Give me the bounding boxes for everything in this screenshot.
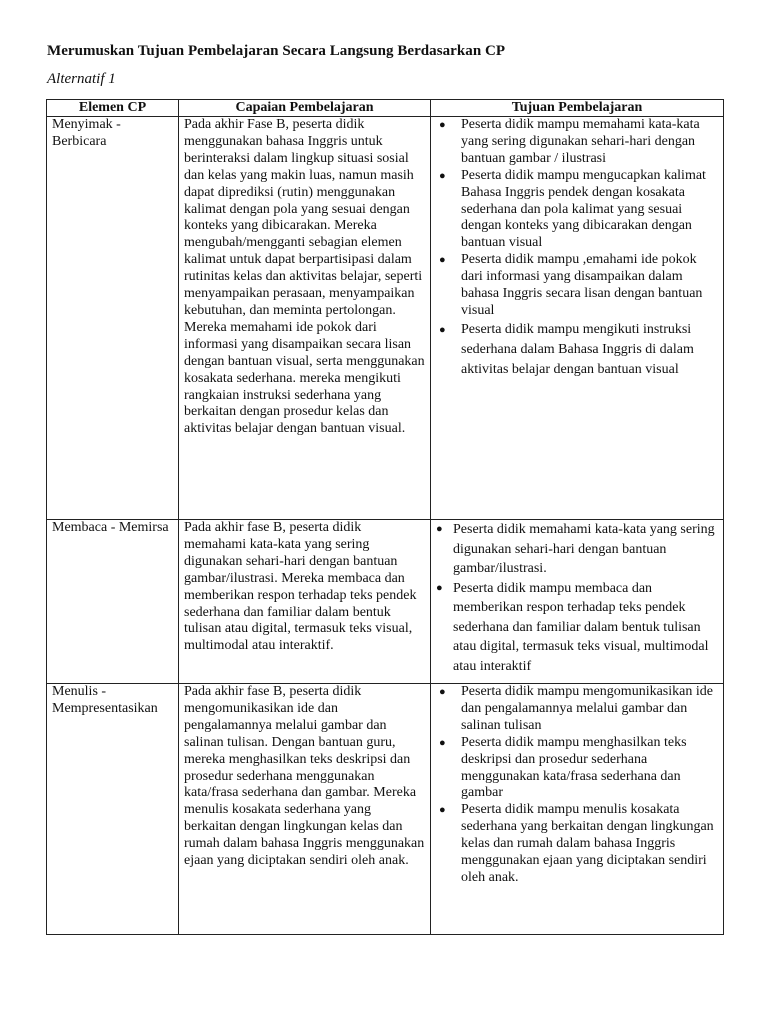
bullet-dot-icon: ●	[436, 523, 443, 535]
bullet-dot-icon: ●	[439, 804, 446, 817]
list-item	[436, 579, 718, 677]
elemen-cell: Membaca - Memirsa	[47, 520, 179, 684]
list-item	[439, 734, 718, 803]
list-item-text: Peserta didik mampu mengomunikasikan ide dan pengalamannya melalui gambar dan salinan tulisan	[461, 684, 713, 733]
bullet-dot-icon: ●	[439, 323, 446, 336]
list-item	[439, 320, 718, 380]
capaian-cell: Pada akhir fase B, peserta didik mengomunikasikan ide dan pengalamannya melalui gambar dan salinan tulisan. Dengan bantuan guru, mereka menghasilkan teks deskripsi dan prosedur sederhana menggunakan kata/frasa sederhana dan gambar. Mereka menulis kosakata sederhana yang berkaitan dengan lingkungan kelas dan rumah dalam bahasa Inggris menggunakan ejaan yang diciptakan sendiri oleh anak.	[179, 684, 431, 935]
list-item-text: Peserta didik mampu mengucapkan kalimat Bahasa Inggris pendek dengan kosakata sederhana dan pola kalimat yang sesuai dengan konteks yang dibicarakan dengan bantuan visual	[461, 167, 706, 251]
list-item-text: Peserta didik mampu memahami kata-kata yang sering digunakan sehari-hari dengan bantuan gambar / ilustrasi	[461, 117, 700, 166]
tujuan-list	[436, 520, 718, 676]
page-title: Merumuskan Tujuan Pembelajaran Secara Langsung Berdasarkan CP	[47, 43, 506, 59]
table-row	[47, 520, 724, 684]
bullet-dot-icon: ●	[436, 581, 443, 594]
bullet-dot-icon: ●	[439, 254, 446, 267]
table-row	[47, 117, 724, 520]
list-item	[439, 684, 718, 735]
bullet-dot-icon: ●	[439, 119, 446, 131]
list-item	[439, 802, 718, 887]
capaian-cell: Pada akhir Fase B, peserta didik menggunakan bahasa Inggris untuk berinteraksi dalam lingkup situasi sosial dan kelas yang makin luas, namun masih dapat diprediksi (rutin) menggunakan kalimat dengan pola yang sesuai dengan konteks yang dibicarakan. Mereka mengubah/mengganti sebagian elemen kalimat untuk dapat berpartisipasi dalam rutinitas kelas dan aktivitas belajar, seperti menyampaikan perasaan, menyampaikan kebutuhan, dan meminta pertolongan. Mereka memahami ide pokok dari informasi yang disampaikan secara lisan dengan bantuan visual, serta menggunakan kosakata sederhana. mereka mengikuti rangkaian instruksi sederhana yang berkaitan dengan prosedur kelas dan aktivitas belajar dengan bantuan visual.	[179, 117, 431, 520]
tujuan-cell	[431, 117, 724, 520]
list-item-text: Peserta didik mampu membaca dan memberikan respon terhadap teks pendek sederhana dan familiar dalam bentuk tulisan atau digital, termasuk teks visual, multimodal atau interaktif	[453, 580, 709, 674]
header-tujuan-pembelajaran: Tujuan Pembelajaran	[431, 100, 724, 117]
capaian-cell: Pada akhir fase B, peserta didik memahami kata-kata yang sering digunakan sehari-hari dengan bantuan gambar/ilustrasi. Mereka membaca dan memberikan respon terhadap teks pendek sederhana dan familiar dalam bentuk tulisan atau digital, termasuk teks visual, multimodal atau interaktif.	[179, 520, 431, 684]
list-item-text: Peserta didik mampu menulis kosakata sederhana yang berkaitan dengan lingkungan kelas dan rumah dalam bahasa Inggris menggunakan ejaan yang diciptakan sendiri oleh anak.	[461, 802, 714, 885]
elemen-cell: Menyimak - Berbicara	[47, 117, 179, 520]
list-item	[439, 252, 718, 320]
list-item	[439, 167, 718, 253]
tujuan-cell	[431, 684, 724, 935]
list-item-text: Peserta didik memahami kata-kata yang sering digunakan sehari-hari dengan bantuan gambar/ilustrasi.	[453, 522, 715, 576]
elemen-cell: Menulis - Mempresentasikan	[47, 684, 179, 935]
header-capaian-pembelajaran: Capaian Pembelajaran	[179, 100, 431, 117]
bullet-dot-icon: ●	[439, 169, 446, 182]
table-header-row	[47, 100, 724, 117]
tujuan-list	[436, 684, 718, 887]
list-item-text: Peserta didik mampu menghasilkan teks deskripsi dan prosedur sederhana menggunakan kata/frasa sederhana dan gambar	[461, 734, 687, 801]
bullet-dot-icon: ●	[439, 686, 446, 698]
list-item	[436, 520, 718, 579]
header-elemen-cp: Elemen CP	[47, 100, 179, 117]
cp-table	[46, 99, 724, 935]
bullet-dot-icon: ●	[439, 736, 446, 749]
table-row	[47, 684, 724, 935]
list-item	[439, 117, 718, 168]
list-item-text: Peserta didik mampu mengikuti instruksi sederhana dalam Bahasa Inggris di dalam aktivitas belajar dengan bantuan visual	[461, 321, 694, 377]
tujuan-cell	[431, 520, 724, 684]
tujuan-list	[436, 117, 718, 380]
page-subtitle: Alternatif 1	[47, 71, 116, 87]
list-item-text: Peserta didik mampu ,emahami ide pokok dari informasi yang disampaikan dalam bahasa Inggris secara lisan dengan bantuan visual	[461, 252, 703, 318]
